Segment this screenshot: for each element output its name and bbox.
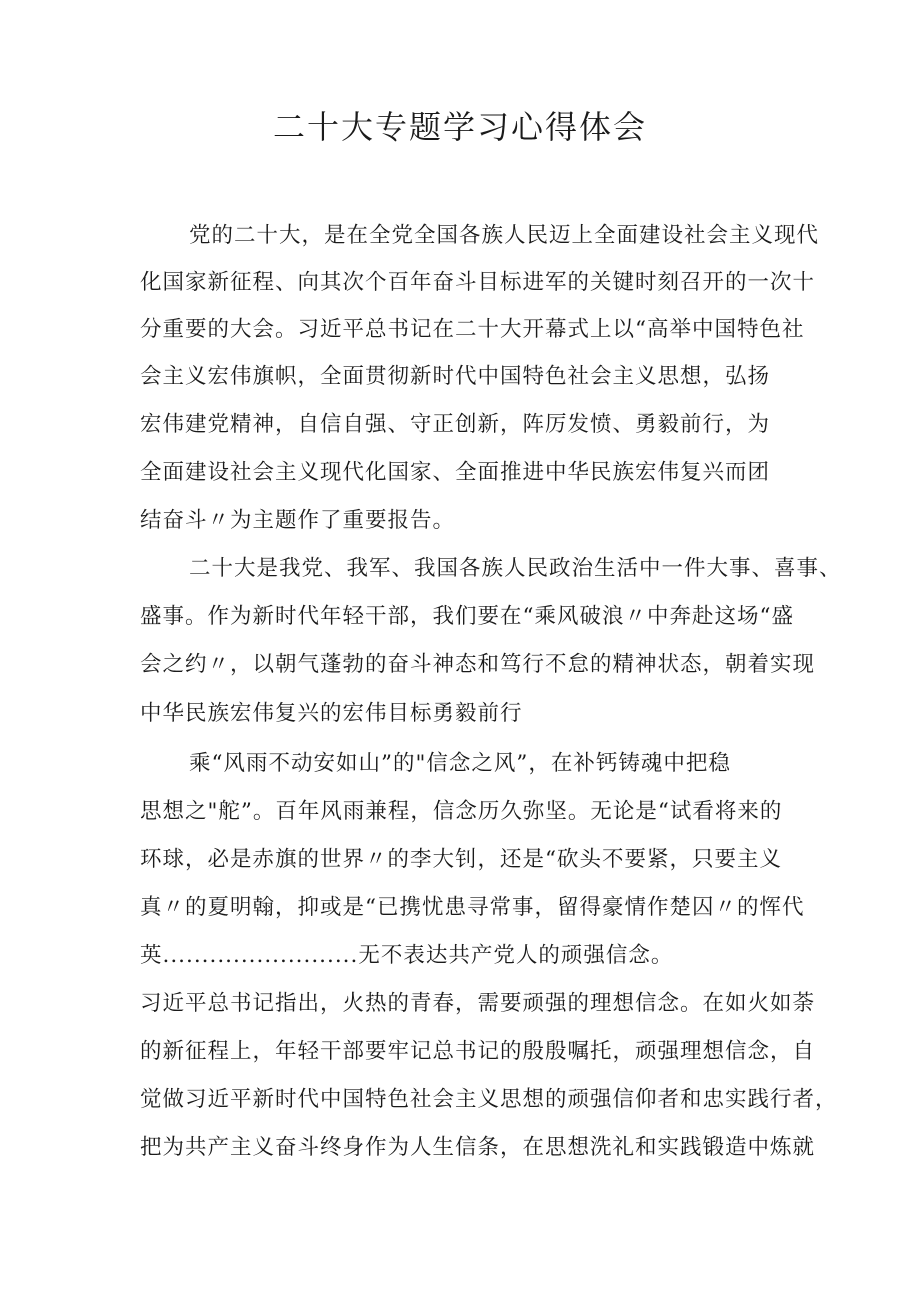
body-line: 英.........................无不表达共产党人的顽强信念。 <box>140 943 674 968</box>
body-line: 全面建设社会主义现代化国家、全面推进中华民族宏伟复兴而团 <box>140 460 771 485</box>
body-line: 二十大是我党、我军、我国各族人民政治生活中一件大事、喜事、 <box>189 556 842 581</box>
document-title: 二十大专题学习心得体会 <box>272 108 647 146</box>
body-line: 觉做习近平新时代中国特色社会主义思想的顽强信仰者和忠实践行者， <box>140 1087 838 1112</box>
body-line: 真〃的夏明翰，抑或是“已携忧患寻常事，留得豪情作楚囚〃的恽代 <box>140 895 805 920</box>
body-line: 把为共产主义奋斗终身作为人生信条，在思想洗礼和实践锻造中炼就 <box>140 1135 816 1160</box>
body-line: 习近平总书记指出，火热的青春，需要顽强的理想信念。在如火如荼 <box>140 991 816 1016</box>
body-line: 化国家新征程、向其次个百年奋斗目标进军的关键时刻召开的一次十 <box>140 270 816 295</box>
body-line: 会主义宏伟旗帜，全面贯彻新时代中国特色社会主义思想，弘扬 <box>140 364 771 389</box>
body-line: 结奋斗〃为主题作了重要报告。 <box>140 508 456 533</box>
body-line: 宏伟建党精神，自信自强、守正创新，阵厉发愤、勇毅前行，为 <box>140 412 771 437</box>
body-line: 环球，必是赤旗的世界〃的李大钊，还是“砍头不要紧，只要主义 <box>140 847 782 872</box>
body-line: 的新征程上，年轻干部要牢记总书记的殷殷嘱托，顽强理想信念，自 <box>140 1039 816 1064</box>
body-line: 分重要的大会。习近平总书记在二十大开幕式上以“高举中国特色社 <box>140 317 805 342</box>
body-line: 党的二十大，是在全党全国各族人民迈上全面建设社会主义现代 <box>189 223 820 248</box>
body-line: 会之约〃，以朝气蓬勃的奋斗神态和笃行不怠的精神状态，朝着实现 <box>140 652 816 677</box>
body-line: 中华民族宏伟复兴的宏伟目标勇毅前行 <box>140 701 523 726</box>
body-line: 盛事。作为新时代年轻干部，我们要在“乘风破浪〃中奔赴这场“盛 <box>140 604 794 629</box>
body-line: 思想之"舵”。百年风雨兼程，信念历久弥坚。无论是“试看将来的 <box>140 799 783 824</box>
body-line: 乘“风雨不动安如山”的"信念之风”，在补钙铸魂中把稳 <box>189 751 731 776</box>
